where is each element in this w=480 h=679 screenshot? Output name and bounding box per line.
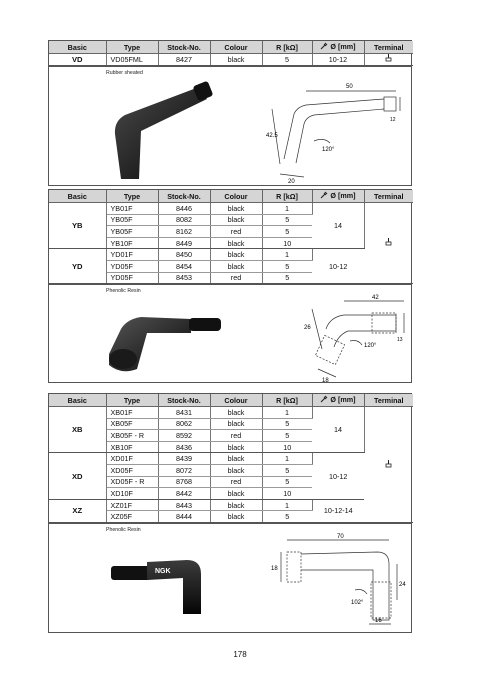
dim-top: 42 bbox=[372, 295, 379, 302]
header-type: Type bbox=[106, 190, 158, 203]
resistance-cell: 10 bbox=[262, 237, 312, 249]
type-cell: XB01F bbox=[106, 407, 158, 419]
header-resistance: R [kΩ] bbox=[262, 41, 312, 54]
header-terminal: Terminal bbox=[364, 41, 413, 54]
resistance-cell: 5 bbox=[262, 214, 312, 226]
header-stock: Stock-No. bbox=[158, 41, 210, 54]
basic-cell: YD bbox=[49, 249, 106, 284]
spec-block-xb-xd-xz bbox=[48, 393, 412, 633]
colour-cell: black bbox=[210, 407, 262, 419]
header-basic: Basic bbox=[49, 41, 106, 54]
resistance-cell: 5 bbox=[262, 511, 312, 523]
basic-cell: YB bbox=[49, 203, 106, 249]
header-stock: Stock-No. bbox=[158, 190, 210, 203]
type-cell: XD05F - R bbox=[106, 476, 158, 488]
colour-cell: black bbox=[210, 260, 262, 272]
basic-cell: VD bbox=[49, 54, 106, 66]
stock-cell: 8062 bbox=[158, 418, 210, 430]
dim-tip: 13 bbox=[397, 337, 403, 344]
page-number: 178 bbox=[233, 650, 247, 659]
header-colour: Colour bbox=[210, 394, 262, 407]
colour-cell: red bbox=[210, 430, 262, 442]
spark-plug-cap-photo bbox=[101, 299, 231, 379]
stock-cell: 8427 bbox=[158, 54, 210, 66]
resistance-cell: 1 bbox=[262, 203, 312, 215]
terminal-nut-icon bbox=[385, 54, 392, 64]
header-diameter: Ø [mm] bbox=[312, 41, 364, 54]
colour-cell: black bbox=[210, 237, 262, 249]
technical-drawing bbox=[264, 289, 409, 383]
figure-vd bbox=[49, 66, 411, 188]
dim-bottom: 16 bbox=[375, 617, 382, 624]
colour-cell: black bbox=[210, 453, 262, 465]
colour-cell: black bbox=[210, 249, 262, 261]
resistance-cell: 5 bbox=[262, 260, 312, 272]
dim-bottom: 18 bbox=[322, 378, 329, 384]
figure-caption: Phenolic Resin bbox=[106, 288, 141, 295]
basic-cell: XB bbox=[49, 407, 106, 453]
figure-caption: Rubber sheated bbox=[106, 69, 143, 76]
table-row bbox=[49, 499, 413, 511]
stock-cell: 8072 bbox=[158, 464, 210, 476]
dim-right: 24 bbox=[399, 581, 406, 588]
spark-plug-icon bbox=[320, 395, 328, 405]
type-cell: XZ05F bbox=[106, 511, 158, 523]
header-resistance: R [kΩ] bbox=[262, 394, 312, 407]
type-cell: YB05F bbox=[106, 226, 158, 238]
dim-top: 50 bbox=[346, 83, 353, 90]
resistance-cell: 1 bbox=[262, 407, 312, 419]
dim-left: 26 bbox=[304, 325, 311, 332]
header-type: Type bbox=[106, 41, 158, 54]
table-row bbox=[49, 249, 413, 261]
spark-plug-cap-photo bbox=[99, 79, 219, 184]
stock-cell: 8446 bbox=[158, 203, 210, 215]
table-row bbox=[49, 203, 413, 215]
diameter-cell: 14 bbox=[312, 203, 364, 249]
stock-cell: 8439 bbox=[158, 453, 210, 465]
table-row bbox=[49, 54, 413, 66]
terminal-cell bbox=[364, 407, 413, 523]
technical-drawing bbox=[264, 79, 404, 184]
type-cell: XD01F bbox=[106, 453, 158, 465]
resistance-cell: 1 bbox=[262, 499, 312, 511]
colour-cell: black bbox=[210, 418, 262, 430]
terminal-cell bbox=[364, 203, 413, 284]
dim-left: 42.5 bbox=[266, 132, 278, 139]
stock-cell: 8449 bbox=[158, 237, 210, 249]
colour-cell: red bbox=[210, 272, 262, 284]
header-basic: Basic bbox=[49, 190, 106, 203]
header-terminal: Terminal bbox=[364, 190, 413, 203]
ngk-logo: NGK bbox=[155, 567, 171, 575]
diameter-cell: 10-12 bbox=[312, 453, 364, 499]
colour-cell: black bbox=[210, 54, 262, 66]
resistance-cell: 10 bbox=[262, 441, 312, 453]
colour-cell: black bbox=[210, 214, 262, 226]
resistance-cell: 1 bbox=[262, 453, 312, 465]
diameter-cell: 14 bbox=[312, 407, 364, 453]
header-diameter: Ø [mm] bbox=[312, 394, 364, 407]
technical-drawing bbox=[259, 530, 409, 626]
spec-table-vd bbox=[49, 41, 413, 66]
basic-cell: XZ bbox=[49, 499, 106, 522]
spec-table-xb-xd-xz bbox=[49, 394, 413, 523]
type-cell: XB10F bbox=[106, 441, 158, 453]
colour-cell: black bbox=[210, 499, 262, 511]
resistance-cell: 5 bbox=[262, 272, 312, 284]
diameter-cell: 10-12 bbox=[312, 249, 364, 284]
resistance-cell: 5 bbox=[262, 54, 312, 66]
stock-cell: 8768 bbox=[158, 476, 210, 488]
colour-cell: black bbox=[210, 203, 262, 215]
resistance-cell: 5 bbox=[262, 464, 312, 476]
table-header bbox=[49, 190, 413, 203]
figure-xb-xd-xz bbox=[49, 523, 411, 628]
table-header bbox=[49, 394, 413, 407]
resistance-cell: 5 bbox=[262, 430, 312, 442]
stock-cell: 8444 bbox=[158, 511, 210, 523]
type-cell: XZ01F bbox=[106, 499, 158, 511]
spec-block-vd bbox=[48, 40, 412, 186]
type-cell: XD10F bbox=[106, 488, 158, 500]
dim-angle: 120° bbox=[322, 146, 335, 153]
type-cell: XD05F bbox=[106, 464, 158, 476]
colour-cell: red bbox=[210, 226, 262, 238]
resistance-cell: 5 bbox=[262, 476, 312, 488]
type-cell: YB05F bbox=[106, 214, 158, 226]
stock-cell: 8082 bbox=[158, 214, 210, 226]
header-colour: Colour bbox=[210, 41, 262, 54]
spark-plug-icon bbox=[320, 191, 328, 201]
stock-cell: 8443 bbox=[158, 499, 210, 511]
terminal-cell bbox=[364, 54, 413, 66]
header-terminal: Terminal bbox=[364, 394, 413, 407]
spark-plug-icon bbox=[320, 42, 328, 52]
spark-plug-cap-photo bbox=[109, 542, 219, 622]
colour-cell: black bbox=[210, 441, 262, 453]
dim-top: 70 bbox=[337, 533, 344, 540]
stock-cell: 8592 bbox=[158, 430, 210, 442]
type-cell: VD05FML bbox=[106, 54, 158, 66]
stock-cell: 8442 bbox=[158, 488, 210, 500]
resistance-cell: 10 bbox=[262, 488, 312, 500]
dim-tip: 12 bbox=[390, 116, 396, 123]
stock-cell: 8436 bbox=[158, 441, 210, 453]
colour-cell: black bbox=[210, 464, 262, 476]
header-basic: Basic bbox=[49, 394, 106, 407]
dim-bottom: 20 bbox=[288, 178, 295, 184]
header-colour: Colour bbox=[210, 190, 262, 203]
dim-angle: 102° bbox=[351, 599, 364, 606]
header-resistance: R [kΩ] bbox=[262, 190, 312, 203]
table-header bbox=[49, 41, 413, 54]
dim-angle: 120° bbox=[364, 343, 377, 350]
colour-cell: red bbox=[210, 476, 262, 488]
type-cell: YB01F bbox=[106, 203, 158, 215]
stock-cell: 8450 bbox=[158, 249, 210, 261]
resistance-cell: 1 bbox=[262, 249, 312, 261]
spec-block-yb-yd bbox=[48, 189, 412, 383]
colour-cell: black bbox=[210, 488, 262, 500]
terminal-nut-icon bbox=[385, 238, 392, 248]
header-stock: Stock-No. bbox=[158, 394, 210, 407]
terminal-nut-icon bbox=[385, 460, 392, 470]
stock-cell: 8431 bbox=[158, 407, 210, 419]
type-cell: YD05F bbox=[106, 260, 158, 272]
type-cell: XB05F - R bbox=[106, 430, 158, 442]
stock-cell: 8162 bbox=[158, 226, 210, 238]
type-cell: XB05F bbox=[106, 418, 158, 430]
colour-cell: black bbox=[210, 511, 262, 523]
stock-cell: 8453 bbox=[158, 272, 210, 284]
type-cell: YB10F bbox=[106, 237, 158, 249]
resistance-cell: 5 bbox=[262, 226, 312, 238]
diameter-cell: 10-12 bbox=[312, 54, 364, 66]
type-cell: YD01F bbox=[106, 249, 158, 261]
header-diameter: Ø [mm] bbox=[312, 190, 364, 203]
figure-yb-yd bbox=[49, 284, 411, 385]
spec-table-yb-yd bbox=[49, 190, 413, 284]
figure-caption: Phenolic Resin bbox=[106, 526, 141, 533]
basic-cell: XD bbox=[49, 453, 106, 499]
dim-left: 18 bbox=[271, 565, 278, 572]
table-row bbox=[49, 407, 413, 419]
resistance-cell: 5 bbox=[262, 418, 312, 430]
type-cell: YD05F bbox=[106, 272, 158, 284]
table-row bbox=[49, 453, 413, 465]
stock-cell: 8454 bbox=[158, 260, 210, 272]
header-type: Type bbox=[106, 394, 158, 407]
diameter-cell: 10-12-14 bbox=[312, 499, 364, 522]
